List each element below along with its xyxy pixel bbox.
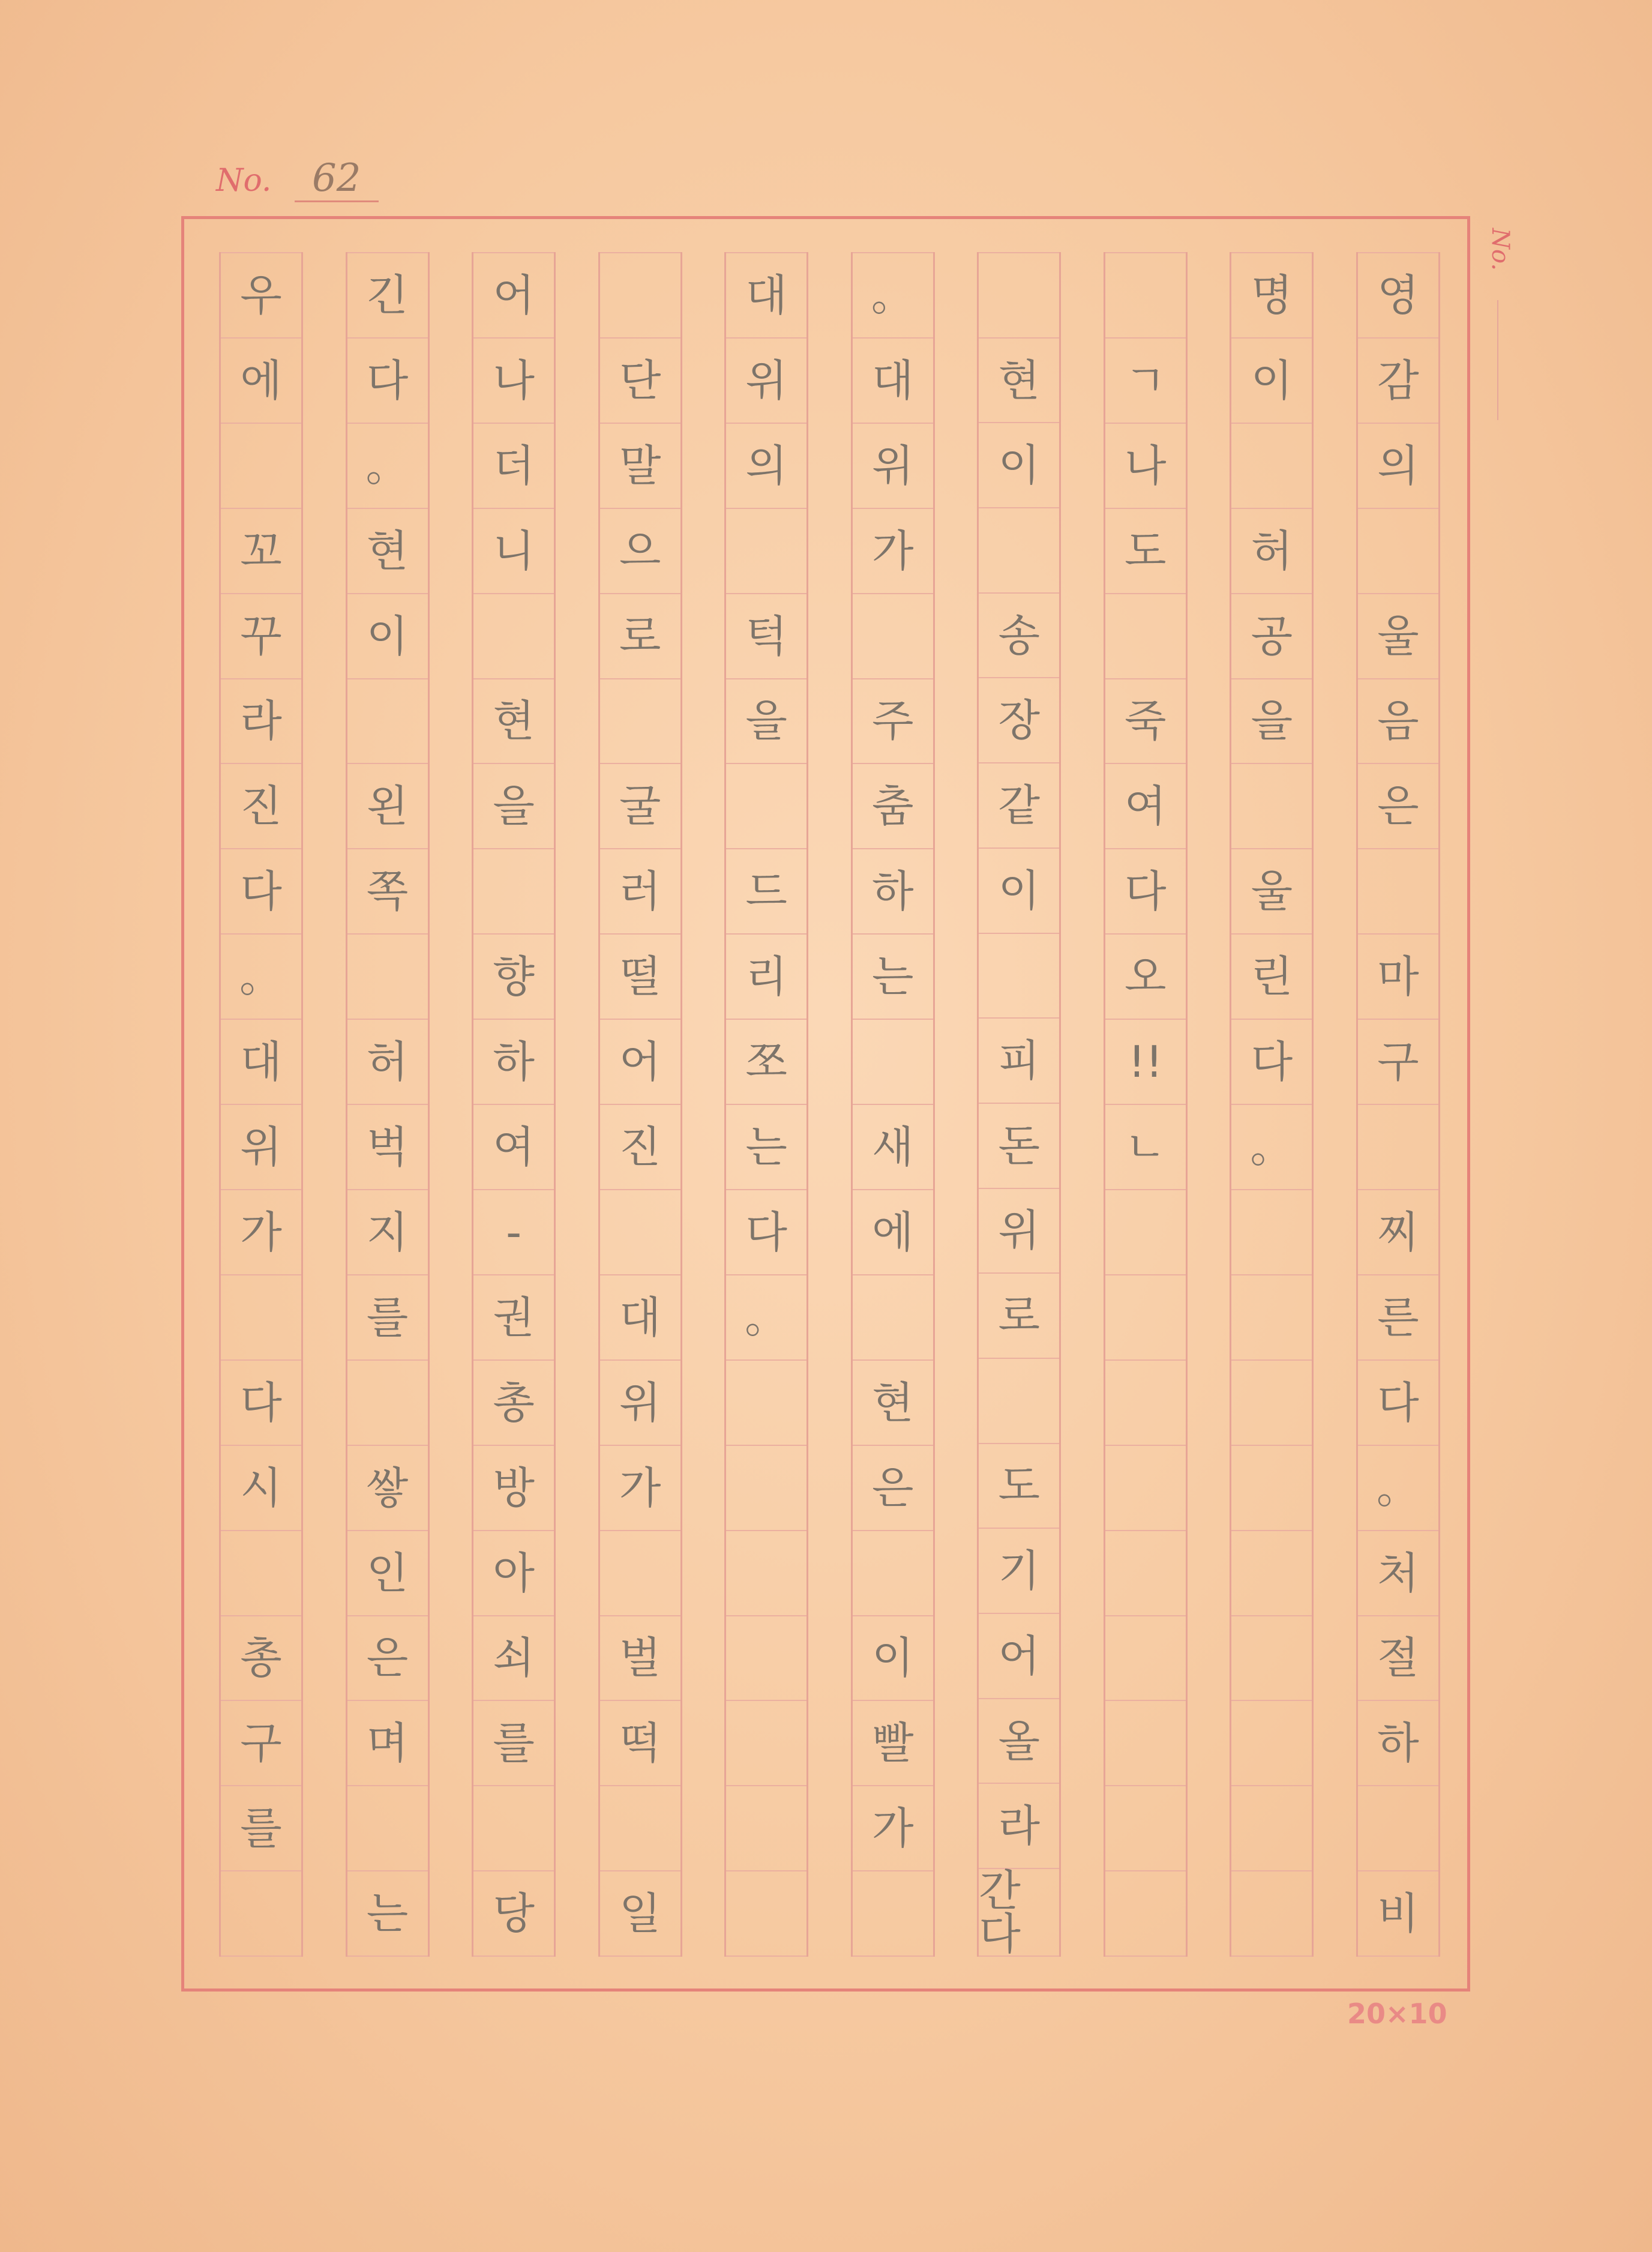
manuscript-cell: 어 bbox=[600, 1020, 680, 1105]
manuscript-cell bbox=[1231, 1871, 1312, 1957]
manuscript-cell: 은 bbox=[1358, 764, 1438, 849]
manuscript-cell bbox=[1105, 1871, 1186, 1957]
manuscript-cell bbox=[600, 1190, 680, 1275]
manuscript-cell: 라 bbox=[979, 1784, 1059, 1869]
manuscript-cell: 에 bbox=[853, 1190, 933, 1275]
manuscript-cell: 아 bbox=[473, 1531, 554, 1616]
manuscript-cell: 에 bbox=[221, 339, 301, 424]
manuscript-cell: 은 bbox=[853, 1446, 933, 1531]
manuscript-cell: 。 bbox=[1358, 1446, 1438, 1531]
manuscript-cell: 。 bbox=[221, 935, 301, 1020]
manuscript-cell bbox=[600, 1786, 680, 1871]
manuscript-cell: 로 bbox=[600, 594, 680, 679]
manuscript-cell: 울 bbox=[1231, 849, 1312, 935]
manuscript-cell: 현 bbox=[853, 1361, 933, 1446]
manuscript-cell: 돈 bbox=[979, 1104, 1059, 1189]
manuscript-cell: 린 bbox=[1231, 935, 1312, 1020]
manuscript-cell: 절 bbox=[1358, 1616, 1438, 1702]
manuscript-cell: 이 bbox=[979, 423, 1059, 508]
manuscript-cell bbox=[853, 594, 933, 679]
manuscript-cell bbox=[1231, 1275, 1312, 1361]
manuscript-cell bbox=[726, 1531, 806, 1616]
manuscript-column bbox=[724, 252, 808, 1957]
manuscript-cell bbox=[853, 1020, 933, 1105]
manuscript-cell: 하 bbox=[1358, 1701, 1438, 1786]
manuscript-cell: 쪽 bbox=[347, 849, 428, 935]
manuscript-cell bbox=[1231, 764, 1312, 849]
manuscript-cell: 총 bbox=[221, 1616, 301, 1702]
manuscript-cell: 을 bbox=[473, 764, 554, 849]
manuscript-cell: 감 bbox=[1358, 339, 1438, 424]
manuscript-cell: 찌 bbox=[1358, 1190, 1438, 1275]
manuscript-cell bbox=[1105, 1531, 1186, 1616]
side-number-label: No. bbox=[1486, 228, 1514, 271]
manuscript-cell: !! bbox=[1105, 1020, 1186, 1105]
manuscript-cell: 구 bbox=[1358, 1020, 1438, 1105]
manuscript-cell: 다 bbox=[1105, 849, 1186, 935]
manuscript-cell: 은 bbox=[347, 1616, 428, 1702]
manuscript-cell: 턱 bbox=[726, 594, 806, 679]
manuscript-cell bbox=[726, 1446, 806, 1531]
manuscript-column bbox=[598, 252, 682, 1957]
manuscript-cell: 구 bbox=[221, 1701, 301, 1786]
manuscript-cell: 꾸 bbox=[221, 594, 301, 679]
manuscript-cell bbox=[726, 1871, 806, 1957]
manuscript-cell: 빨 bbox=[853, 1701, 933, 1786]
manuscript-column bbox=[851, 252, 935, 1957]
manuscript-cell: 도 bbox=[1105, 509, 1186, 594]
manuscript-cell: 쌓 bbox=[347, 1446, 428, 1531]
manuscript-cell bbox=[347, 1361, 428, 1446]
manuscript-cell: ㄱ bbox=[1105, 339, 1186, 424]
manuscript-cell: 올 bbox=[979, 1699, 1059, 1784]
manuscript-cell: 나 bbox=[473, 339, 554, 424]
manuscript-cell: 피 bbox=[979, 1019, 1059, 1104]
manuscript-cell: 쪼 bbox=[726, 1020, 806, 1105]
manuscript-cell: 인 bbox=[347, 1531, 428, 1616]
manuscript-cell: 나 bbox=[1105, 424, 1186, 509]
manuscript-cell: 위 bbox=[221, 1105, 301, 1190]
manuscript-cell: 。 bbox=[853, 252, 933, 339]
manuscript-cell: 새 bbox=[853, 1105, 933, 1190]
manuscript-cell: 방 bbox=[473, 1446, 554, 1531]
manuscript-cell bbox=[1105, 594, 1186, 679]
manuscript-cell bbox=[600, 679, 680, 765]
manuscript-cell: 말 bbox=[600, 424, 680, 509]
manuscript-cell: 이 bbox=[1231, 339, 1312, 424]
manuscript-cell: 더 bbox=[473, 424, 554, 509]
manuscript-cell bbox=[853, 1531, 933, 1616]
manuscript-cell: 다 bbox=[347, 339, 428, 424]
manuscript-cell: 。 bbox=[726, 1275, 806, 1361]
manuscript-cell: 가 bbox=[853, 509, 933, 594]
manuscript-cell: 위 bbox=[600, 1361, 680, 1446]
manuscript-cell bbox=[1105, 1786, 1186, 1871]
side-number-field bbox=[1486, 228, 1515, 432]
manuscript-cell: 진 bbox=[600, 1105, 680, 1190]
grid-size-stamp: 20×10 bbox=[1347, 1998, 1447, 2030]
manuscript-cell bbox=[1358, 849, 1438, 935]
manuscript-cell: 명 bbox=[1231, 252, 1312, 339]
manuscript-column bbox=[472, 252, 556, 1957]
manuscript-cell bbox=[853, 1871, 933, 1957]
manuscript-cell: 여 bbox=[473, 1105, 554, 1190]
manuscript-cell: 현 bbox=[979, 339, 1059, 424]
manuscript-cell: 을 bbox=[1231, 679, 1312, 765]
manuscript-cell bbox=[1105, 1446, 1186, 1531]
manuscript-cell: 대 bbox=[600, 1275, 680, 1361]
manuscript-cell: 는 bbox=[853, 935, 933, 1020]
manuscript-cell: 장 bbox=[979, 678, 1059, 763]
manuscript-cell: 니 bbox=[473, 509, 554, 594]
manuscript-cell: 허 bbox=[347, 1020, 428, 1105]
manuscript-cell: 이 bbox=[347, 594, 428, 679]
manuscript-cell: 는 bbox=[726, 1105, 806, 1190]
manuscript-cell: 이 bbox=[853, 1616, 933, 1702]
manuscript-cell: 당 bbox=[473, 1871, 554, 1957]
manuscript-cell bbox=[1231, 1531, 1312, 1616]
manuscript-cell: 리 bbox=[726, 935, 806, 1020]
manuscript-cell: 이 bbox=[979, 849, 1059, 934]
manuscript-cell: 총 bbox=[473, 1361, 554, 1446]
manuscript-cell: 단 bbox=[600, 339, 680, 424]
manuscript-cell bbox=[1358, 1105, 1438, 1190]
manuscript-cell: 우 bbox=[221, 252, 301, 339]
manuscript-cell: 러 bbox=[600, 849, 680, 935]
manuscript-cell bbox=[1105, 1275, 1186, 1361]
manuscript-cell bbox=[1231, 1701, 1312, 1786]
manuscript-cell: 죽 bbox=[1105, 679, 1186, 765]
manuscript-cell: 같 bbox=[979, 763, 1059, 849]
manuscript-cell: 울 bbox=[1358, 594, 1438, 679]
manuscript-cell: 시 bbox=[221, 1446, 301, 1531]
manuscript-cell: 벅 bbox=[347, 1105, 428, 1190]
manuscript-cell: 긴 bbox=[347, 252, 428, 339]
manuscript-cell: 권 bbox=[473, 1275, 554, 1361]
manuscript-cell: 위 bbox=[853, 424, 933, 509]
manuscript-cell: 。 bbox=[1231, 1105, 1312, 1190]
manuscript-cell: 위 bbox=[726, 339, 806, 424]
manuscript-cell bbox=[347, 935, 428, 1020]
manuscript-cell: 간다 bbox=[979, 1869, 1059, 1957]
manuscript-cell: 진 bbox=[221, 764, 301, 849]
manuscript-column bbox=[1356, 252, 1440, 1957]
manuscript-cell bbox=[473, 849, 554, 935]
manuscript-cell: 가 bbox=[853, 1786, 933, 1871]
manuscript-cell bbox=[979, 1359, 1059, 1444]
manuscript-cell: 향 bbox=[473, 935, 554, 1020]
manuscript-cell bbox=[1105, 1361, 1186, 1446]
manuscript-cell bbox=[1105, 1190, 1186, 1275]
manuscript-cell bbox=[1358, 509, 1438, 594]
manuscript-column bbox=[1104, 252, 1188, 1957]
manuscript-cell: 벌 bbox=[600, 1616, 680, 1702]
manuscript-cell: 를 bbox=[473, 1701, 554, 1786]
manuscript-cell: 춤 bbox=[853, 764, 933, 849]
manuscript-cell: 대 bbox=[726, 252, 806, 339]
manuscript-cell: 음 bbox=[1358, 679, 1438, 765]
manuscript-cell: 드 bbox=[726, 849, 806, 935]
manuscript-cell bbox=[221, 1531, 301, 1616]
manuscript-cell: 다 bbox=[726, 1190, 806, 1275]
manuscript-cell: 여 bbox=[1105, 764, 1186, 849]
manuscript-column bbox=[346, 252, 430, 1957]
manuscript-cell: 어 bbox=[473, 252, 554, 339]
manuscript-cell: 지 bbox=[347, 1190, 428, 1275]
manuscript-cell bbox=[347, 1786, 428, 1871]
manuscript-cell: 대 bbox=[853, 339, 933, 424]
manuscript-cell: 대 bbox=[221, 1020, 301, 1105]
manuscript-cell: 영 bbox=[1358, 252, 1438, 339]
manuscript-cell bbox=[221, 1871, 301, 1957]
page-number-label: No. bbox=[216, 163, 272, 199]
manuscript-cell: 다 bbox=[1231, 1020, 1312, 1105]
manuscript-cell: 꼬 bbox=[221, 509, 301, 594]
manuscript-cell bbox=[726, 1361, 806, 1446]
manuscript-cell bbox=[600, 1531, 680, 1616]
manuscript-cell bbox=[1105, 252, 1186, 339]
manuscript-cell: 기 bbox=[979, 1529, 1059, 1614]
manuscript-cell: 도 bbox=[979, 1444, 1059, 1529]
manuscript-cell: 라 bbox=[221, 679, 301, 765]
manuscript-cell: 허 bbox=[1231, 509, 1312, 594]
manuscript-column bbox=[219, 252, 303, 1957]
manuscript-cell: 공 bbox=[1231, 594, 1312, 679]
manuscript-cell: 가 bbox=[600, 1446, 680, 1531]
manuscript-cell bbox=[1231, 1446, 1312, 1531]
manuscript-cell: 일 bbox=[600, 1871, 680, 1957]
manuscript-cell: 다 bbox=[221, 849, 301, 935]
manuscript-cell: 른 bbox=[1358, 1275, 1438, 1361]
manuscript-cell bbox=[600, 252, 680, 339]
manuscript-cell: 위 bbox=[979, 1189, 1059, 1274]
manuscript-cell bbox=[1105, 1616, 1186, 1702]
manuscript-cell bbox=[1231, 424, 1312, 509]
manuscript-cell bbox=[979, 508, 1059, 594]
manuscript-cell: 로 bbox=[979, 1274, 1059, 1359]
page-number-value: 62 bbox=[295, 156, 379, 202]
manuscript-cell: 주 bbox=[853, 679, 933, 765]
manuscript-cell: 현 bbox=[347, 509, 428, 594]
manuscript-cell: ㄴ bbox=[1105, 1105, 1186, 1190]
manuscript-cell bbox=[853, 1275, 933, 1361]
manuscript-cell: 비 bbox=[1358, 1871, 1438, 1957]
manuscript-cell: 가 bbox=[221, 1190, 301, 1275]
manuscript-cell: 마 bbox=[1358, 935, 1438, 1020]
manuscript-cell: 떡 bbox=[600, 1701, 680, 1786]
manuscript-cell: 며 bbox=[347, 1701, 428, 1786]
manuscript-cell: 으 bbox=[600, 509, 680, 594]
manuscript-cell bbox=[473, 594, 554, 679]
manuscript-cell: 굴 bbox=[600, 764, 680, 849]
manuscript-cell: 왼 bbox=[347, 764, 428, 849]
manuscript-cell: 를 bbox=[347, 1275, 428, 1361]
manuscript-cell bbox=[726, 509, 806, 594]
manuscript-cell bbox=[1231, 1361, 1312, 1446]
manuscript-cell: 의 bbox=[1358, 424, 1438, 509]
manuscript-cell: 을 bbox=[726, 679, 806, 765]
manuscript-cell: 다 bbox=[221, 1361, 301, 1446]
manuscript-cell bbox=[221, 424, 301, 509]
manuscript-cell: 는 bbox=[347, 1871, 428, 1957]
manuscript-cell: 하 bbox=[853, 849, 933, 935]
manuscript-cell bbox=[1105, 1701, 1186, 1786]
manuscript-cell: 쇠 bbox=[473, 1616, 554, 1702]
side-number-rule bbox=[1497, 300, 1498, 420]
manuscript-cell bbox=[221, 1275, 301, 1361]
page-number bbox=[216, 156, 379, 202]
manuscript-cell: 를 bbox=[221, 1786, 301, 1871]
manuscript-cell bbox=[726, 1701, 806, 1786]
manuscript-cell: - bbox=[473, 1190, 554, 1275]
manuscript-grid bbox=[219, 252, 1440, 1960]
manuscript-cell: 현 bbox=[473, 679, 554, 765]
manuscript-cell bbox=[473, 1786, 554, 1871]
manuscript-cell: 하 bbox=[473, 1020, 554, 1105]
manuscript-cell bbox=[1358, 1786, 1438, 1871]
manuscript-cell: 의 bbox=[726, 424, 806, 509]
manuscript-cell: 떨 bbox=[600, 935, 680, 1020]
manuscript-cell: 。 bbox=[347, 424, 428, 509]
manuscript-cell bbox=[1231, 1190, 1312, 1275]
manuscript-column bbox=[1230, 252, 1314, 1957]
manuscript-cell bbox=[1231, 1786, 1312, 1871]
manuscript-cell: 어 bbox=[979, 1614, 1059, 1699]
manuscript-cell bbox=[726, 1616, 806, 1702]
manuscript-cell: 오 bbox=[1105, 935, 1186, 1020]
manuscript-cell bbox=[979, 934, 1059, 1019]
manuscript-cell bbox=[726, 764, 806, 849]
manuscript-cell bbox=[1231, 1616, 1312, 1702]
manuscript-cell: 다 bbox=[1358, 1361, 1438, 1446]
manuscript-cell bbox=[979, 252, 1059, 339]
manuscript-cell: 송 bbox=[979, 594, 1059, 679]
manuscript-cell: 처 bbox=[1358, 1531, 1438, 1616]
manuscript-cell bbox=[347, 679, 428, 765]
manuscript-column bbox=[977, 252, 1061, 1960]
manuscript-cell bbox=[726, 1786, 806, 1871]
